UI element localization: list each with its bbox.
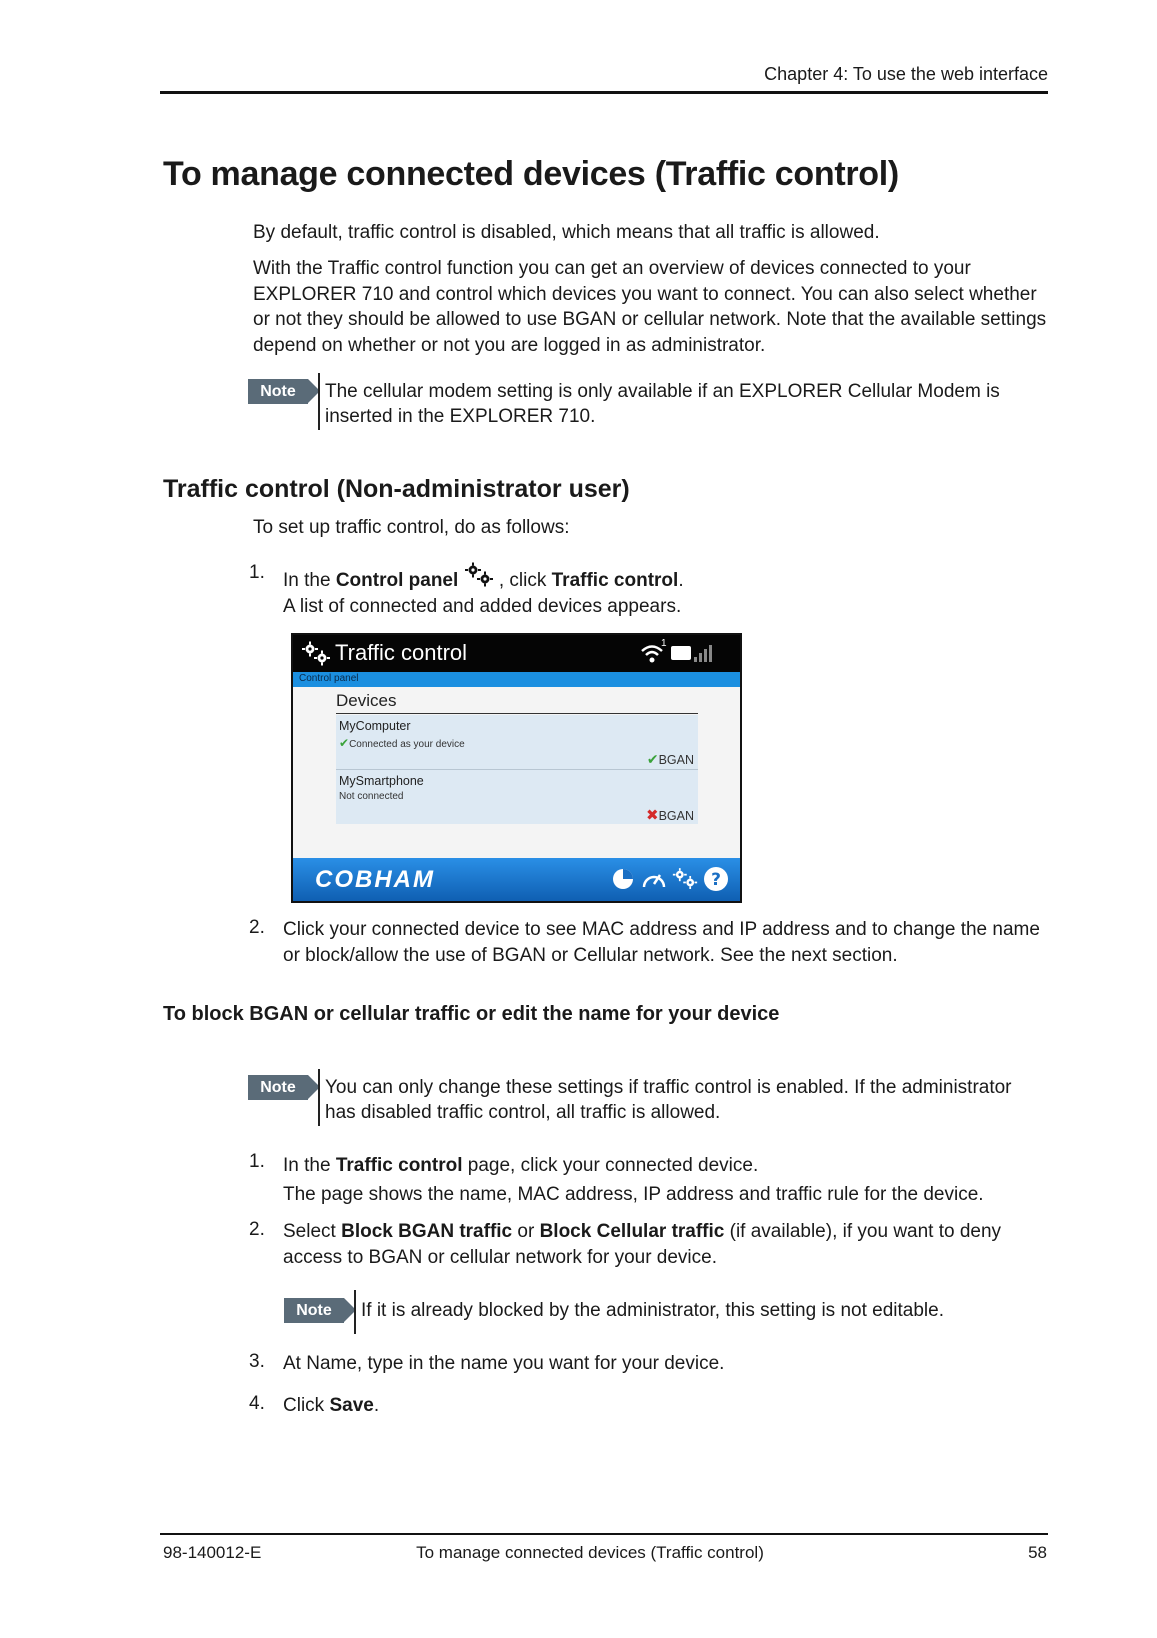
screenshot-top-bar	[293, 635, 740, 672]
breadcrumb[interactable]: Control panel	[293, 672, 740, 687]
intro-paragraph-2: With the Traffic control function you can get an overview of devices connected to your EXPLORER 710 and control which devices you want to connect. You can also select whether or not they should be allowed to use BGAN or cellular network. Note that the available settings depend on whether or not you are logged in as administrator.	[253, 258, 1047, 356]
device-name: MySmartphone	[339, 774, 424, 788]
cobham-logo: COBHAM	[315, 866, 435, 893]
signal-icon	[693, 643, 715, 668]
svg-text:?: ?	[711, 870, 721, 890]
footer-doc-id: 98-140012-E	[163, 1543, 262, 1562]
section-heading-block-traffic: To block BGAN or cellular traffic or edit the name for your device	[163, 1003, 780, 1025]
step-number: 4.	[249, 1393, 265, 1414]
note-divider	[354, 1290, 356, 1334]
note-label: Note	[248, 379, 308, 404]
cross-icon: ✖	[645, 807, 659, 824]
footer-page-number: 58	[1028, 1543, 1047, 1562]
device-row-mycomputer[interactable]	[336, 715, 698, 770]
step-number: 3.	[249, 1351, 265, 1372]
step-1-text: In the Control panel , click Traffic control. A list of connected and added devices appears.	[283, 562, 1043, 620]
speedometer-icon[interactable]	[641, 868, 667, 895]
traffic-control-screenshot	[291, 633, 742, 903]
step-number: 1.	[249, 1151, 265, 1172]
note-label: Note	[248, 1075, 308, 1100]
chapter-header: Chapter 4: To use the web interface	[764, 64, 1048, 84]
step-3-text: At Name, type in the name you want for your device.	[283, 1353, 725, 1374]
note-divider	[318, 373, 320, 430]
note-text-traffic-enabled: You can only change these settings if traffic control is enabled. If the administrator has disabled traffic control, all traffic is allowed.	[325, 1077, 1012, 1123]
section-lead: To set up traffic control, do as follows:	[253, 517, 570, 538]
note-text-already-blocked: If it is already blocked by the administrator, this setting is not editable.	[361, 1300, 944, 1321]
note-text-cellular: The cellular modem setting is only available if an EXPLORER Cellular Modem is inserted in the EXPLORER 710.	[325, 381, 1000, 427]
control-panel-icon	[464, 570, 499, 591]
wifi-count: 1	[661, 638, 667, 649]
step-1-text: In the Traffic control page, click your connected device. The page shows the name, MAC address, IP address and traffic rule for the device.	[283, 1155, 984, 1205]
device-name: MyComputer	[339, 719, 411, 733]
battery-icon	[671, 646, 691, 660]
step-number: 2.	[249, 1219, 265, 1240]
step-4-text: Click Save.	[283, 1395, 380, 1416]
screenshot-title: Traffic control	[335, 640, 468, 665]
help-icon[interactable]	[703, 866, 729, 897]
intro-paragraph-1: By default, traffic control is disabled, which means that all traffic is allowed.	[253, 222, 880, 243]
step-number: 2.	[249, 917, 265, 938]
gears-icon[interactable]	[672, 867, 698, 896]
section-heading-non-admin: Traffic control (Non-administrator user)	[163, 475, 630, 503]
pie-chart-icon[interactable]	[611, 867, 635, 896]
device-network: ✖BGAN	[645, 807, 694, 824]
footer-title: To manage connected devices (Traffic control)	[416, 1543, 764, 1562]
step-2-text: Click your connected device to see MAC address and IP address and to change the name or block/allow the use of BGAN or Cellular network. See the next section.	[283, 919, 1040, 966]
devices-heading: Devices	[336, 691, 698, 714]
device-status: Not connected	[339, 791, 404, 802]
step-number: 1.	[249, 562, 265, 583]
step-2-text: Select Block BGAN traffic or Block Cellular traffic (if available), if you want to deny access to BGAN or cellular network for your device.	[283, 1221, 1002, 1268]
screenshot-bottom-bar	[293, 858, 740, 901]
check-icon: ✔	[646, 751, 659, 767]
gears-icon	[301, 641, 331, 672]
footer-rule	[160, 1533, 1048, 1535]
note-divider	[318, 1069, 320, 1126]
device-status: ✔Connected as your device	[339, 736, 465, 750]
device-row-mysmartphone[interactable]	[336, 770, 698, 824]
header-rule	[160, 91, 1048, 94]
check-icon: ✔	[339, 736, 350, 750]
note-label: Note	[284, 1298, 344, 1323]
page-title: To manage connected devices (Traffic control)	[163, 155, 899, 193]
device-network: ✔BGAN	[646, 751, 694, 767]
